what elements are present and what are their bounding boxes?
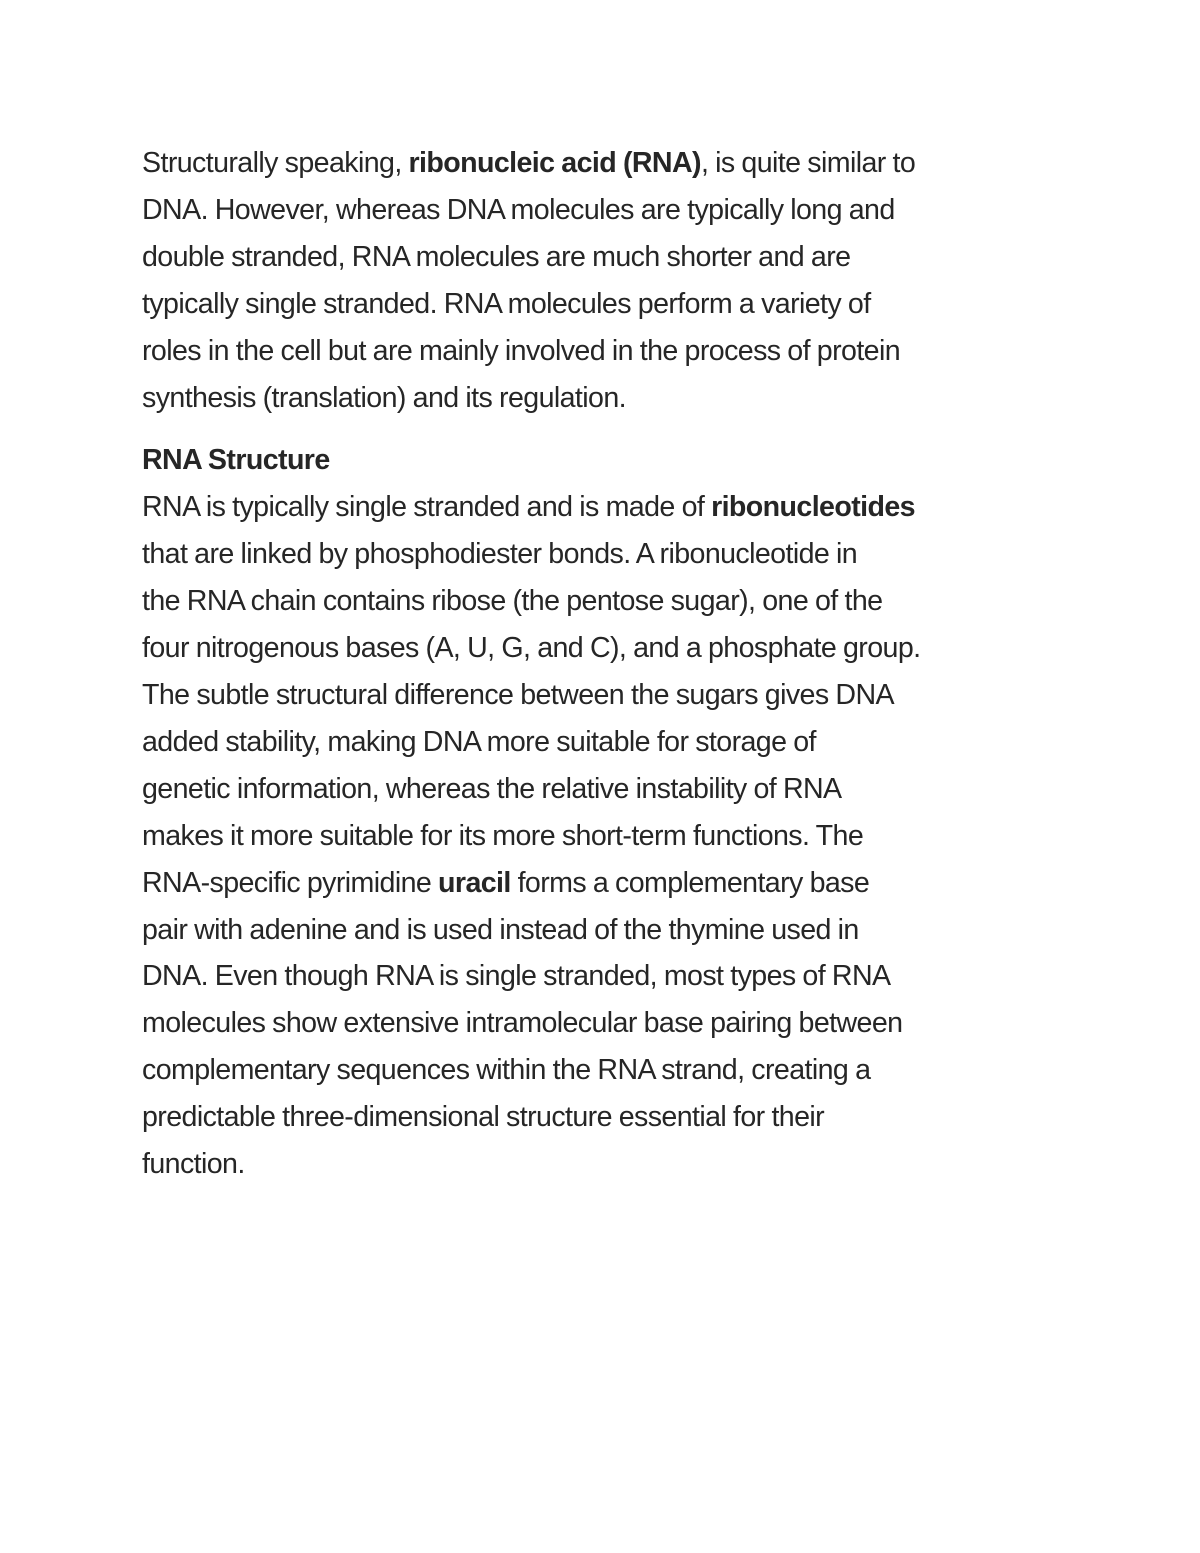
text-line: molecules show extensive intramolecular base pairing between (142, 1007, 903, 1040)
text-line (142, 484, 1072, 531)
text-line: The subtle structural difference between the sugars gives DNA (142, 678, 894, 711)
text-line: function. (142, 1148, 245, 1181)
text-line: synthesis (translation) and its regulation. (142, 381, 626, 414)
text-line: typically single stranded. RNA molecules perform a variety of (142, 287, 871, 320)
text-run: Structurally speaking, (142, 147, 409, 179)
document-body (142, 140, 1072, 1188)
paragraph-gap (142, 421, 1072, 437)
section-heading: RNA Structure (142, 444, 330, 477)
text-run: RNA-specific pyrimidine (142, 866, 439, 899)
bold-term: ribonucleotides (711, 491, 915, 524)
intro-paragraph (142, 140, 1072, 421)
text-line: pair with adenine and is used instead of the thymine used in (142, 913, 859, 946)
text-line: added stability, making DNA more suitable for storage of (142, 725, 816, 758)
text-line: DNA. However, whereas DNA molecules are typically long and (142, 193, 895, 226)
text-line: roles in the cell but are mainly involved in the process of protein (142, 334, 901, 367)
text-line: genetic information, whereas the relative instability of RNA (142, 772, 842, 805)
bold-term: ribonucleic acid (RNA) (408, 147, 701, 179)
rna-structure-section (142, 437, 1072, 1188)
text-line: predictable three-dimensional structure essential for their (142, 1101, 825, 1134)
text-line: complementary sequences within the RNA strand, creating a (142, 1054, 871, 1087)
text-line: makes it more suitable for its more short-term functions. The (142, 819, 864, 852)
text-line: double stranded, RNA molecules are much shorter and are (142, 240, 851, 273)
text-line: four nitrogenous bases (A, U, G, and C), and a phosphate group. (142, 632, 921, 665)
text-line (142, 140, 1072, 187)
text-line (142, 860, 1072, 907)
text-line: that are linked by phosphodiester bonds. A ribonucleotide in (142, 538, 858, 571)
text-run: forms a complementary base (510, 866, 870, 899)
text-line: the RNA chain contains ribose (the pentose sugar), one of the (142, 585, 883, 618)
text-line: DNA. Even though RNA is single stranded, most types of RNA (142, 960, 891, 993)
text-run: RNA is typically single stranded and is made of (142, 491, 712, 524)
text-run: , is quite similar to (700, 147, 916, 179)
bold-term: uracil (438, 866, 511, 899)
